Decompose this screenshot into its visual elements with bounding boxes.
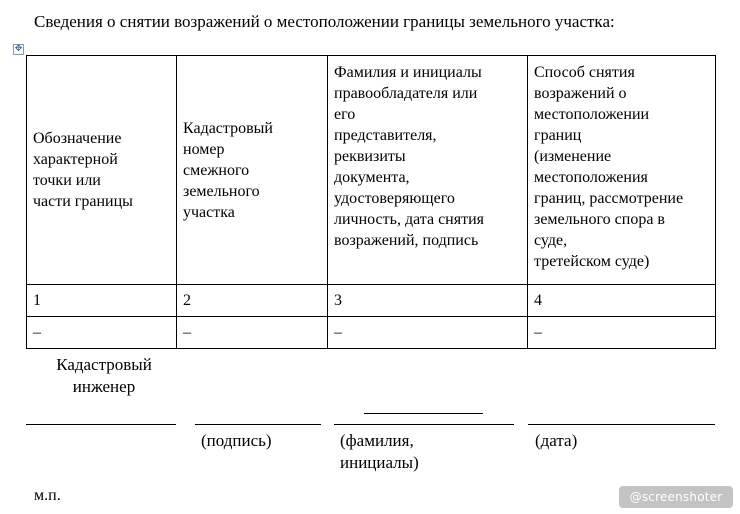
header-owner-details: Фамилия и инициалы правообладателя или его представителя, реквизиты документа, удостоверяющего личность, дата снятия возражений, подпись xyxy=(328,56,528,285)
page-title: Сведения о снятии возражений о местоположении границы земельного участка: xyxy=(34,12,615,31)
column-number: 4 xyxy=(528,285,716,317)
table-cell: – xyxy=(528,317,716,349)
column-number: 2 xyxy=(177,285,328,317)
table-row xyxy=(27,317,716,349)
table-move-handle-icon[interactable]: ✥ xyxy=(14,44,23,54)
column-number: 1 xyxy=(27,285,177,317)
table-cell: – xyxy=(177,317,328,349)
signature-line xyxy=(195,424,321,425)
name-caption: (фамилия, инициалы) xyxy=(340,431,419,472)
header-removal-method: Способ снятия возражений о местоположении границ (изменение местоположения границ, рассмотрение земельного спора в суде, третейском суде) xyxy=(528,56,716,285)
column-number: 3 xyxy=(328,285,528,317)
engineer-line xyxy=(26,424,176,425)
short-signature-line xyxy=(364,413,483,414)
table-row xyxy=(27,285,716,317)
screenshoter-watermark: @screenshoter xyxy=(619,486,733,508)
date-line xyxy=(528,424,715,425)
table-cell: – xyxy=(328,317,528,349)
signature-caption: (подпись) xyxy=(201,431,272,450)
stamp-place-label: м.п. xyxy=(34,487,61,504)
header-cadastral-number: Кадастровый номер смежного земельного участка xyxy=(177,56,328,285)
engineer-label: Кадастровый инженер xyxy=(56,355,152,396)
table-cell: – xyxy=(27,317,177,349)
header-point-designation: Обозначение характерной точки или части границы xyxy=(27,56,177,285)
table-header-row xyxy=(27,56,716,285)
objections-table xyxy=(26,55,716,349)
date-caption: (дата) xyxy=(535,431,578,450)
name-line xyxy=(334,424,514,425)
